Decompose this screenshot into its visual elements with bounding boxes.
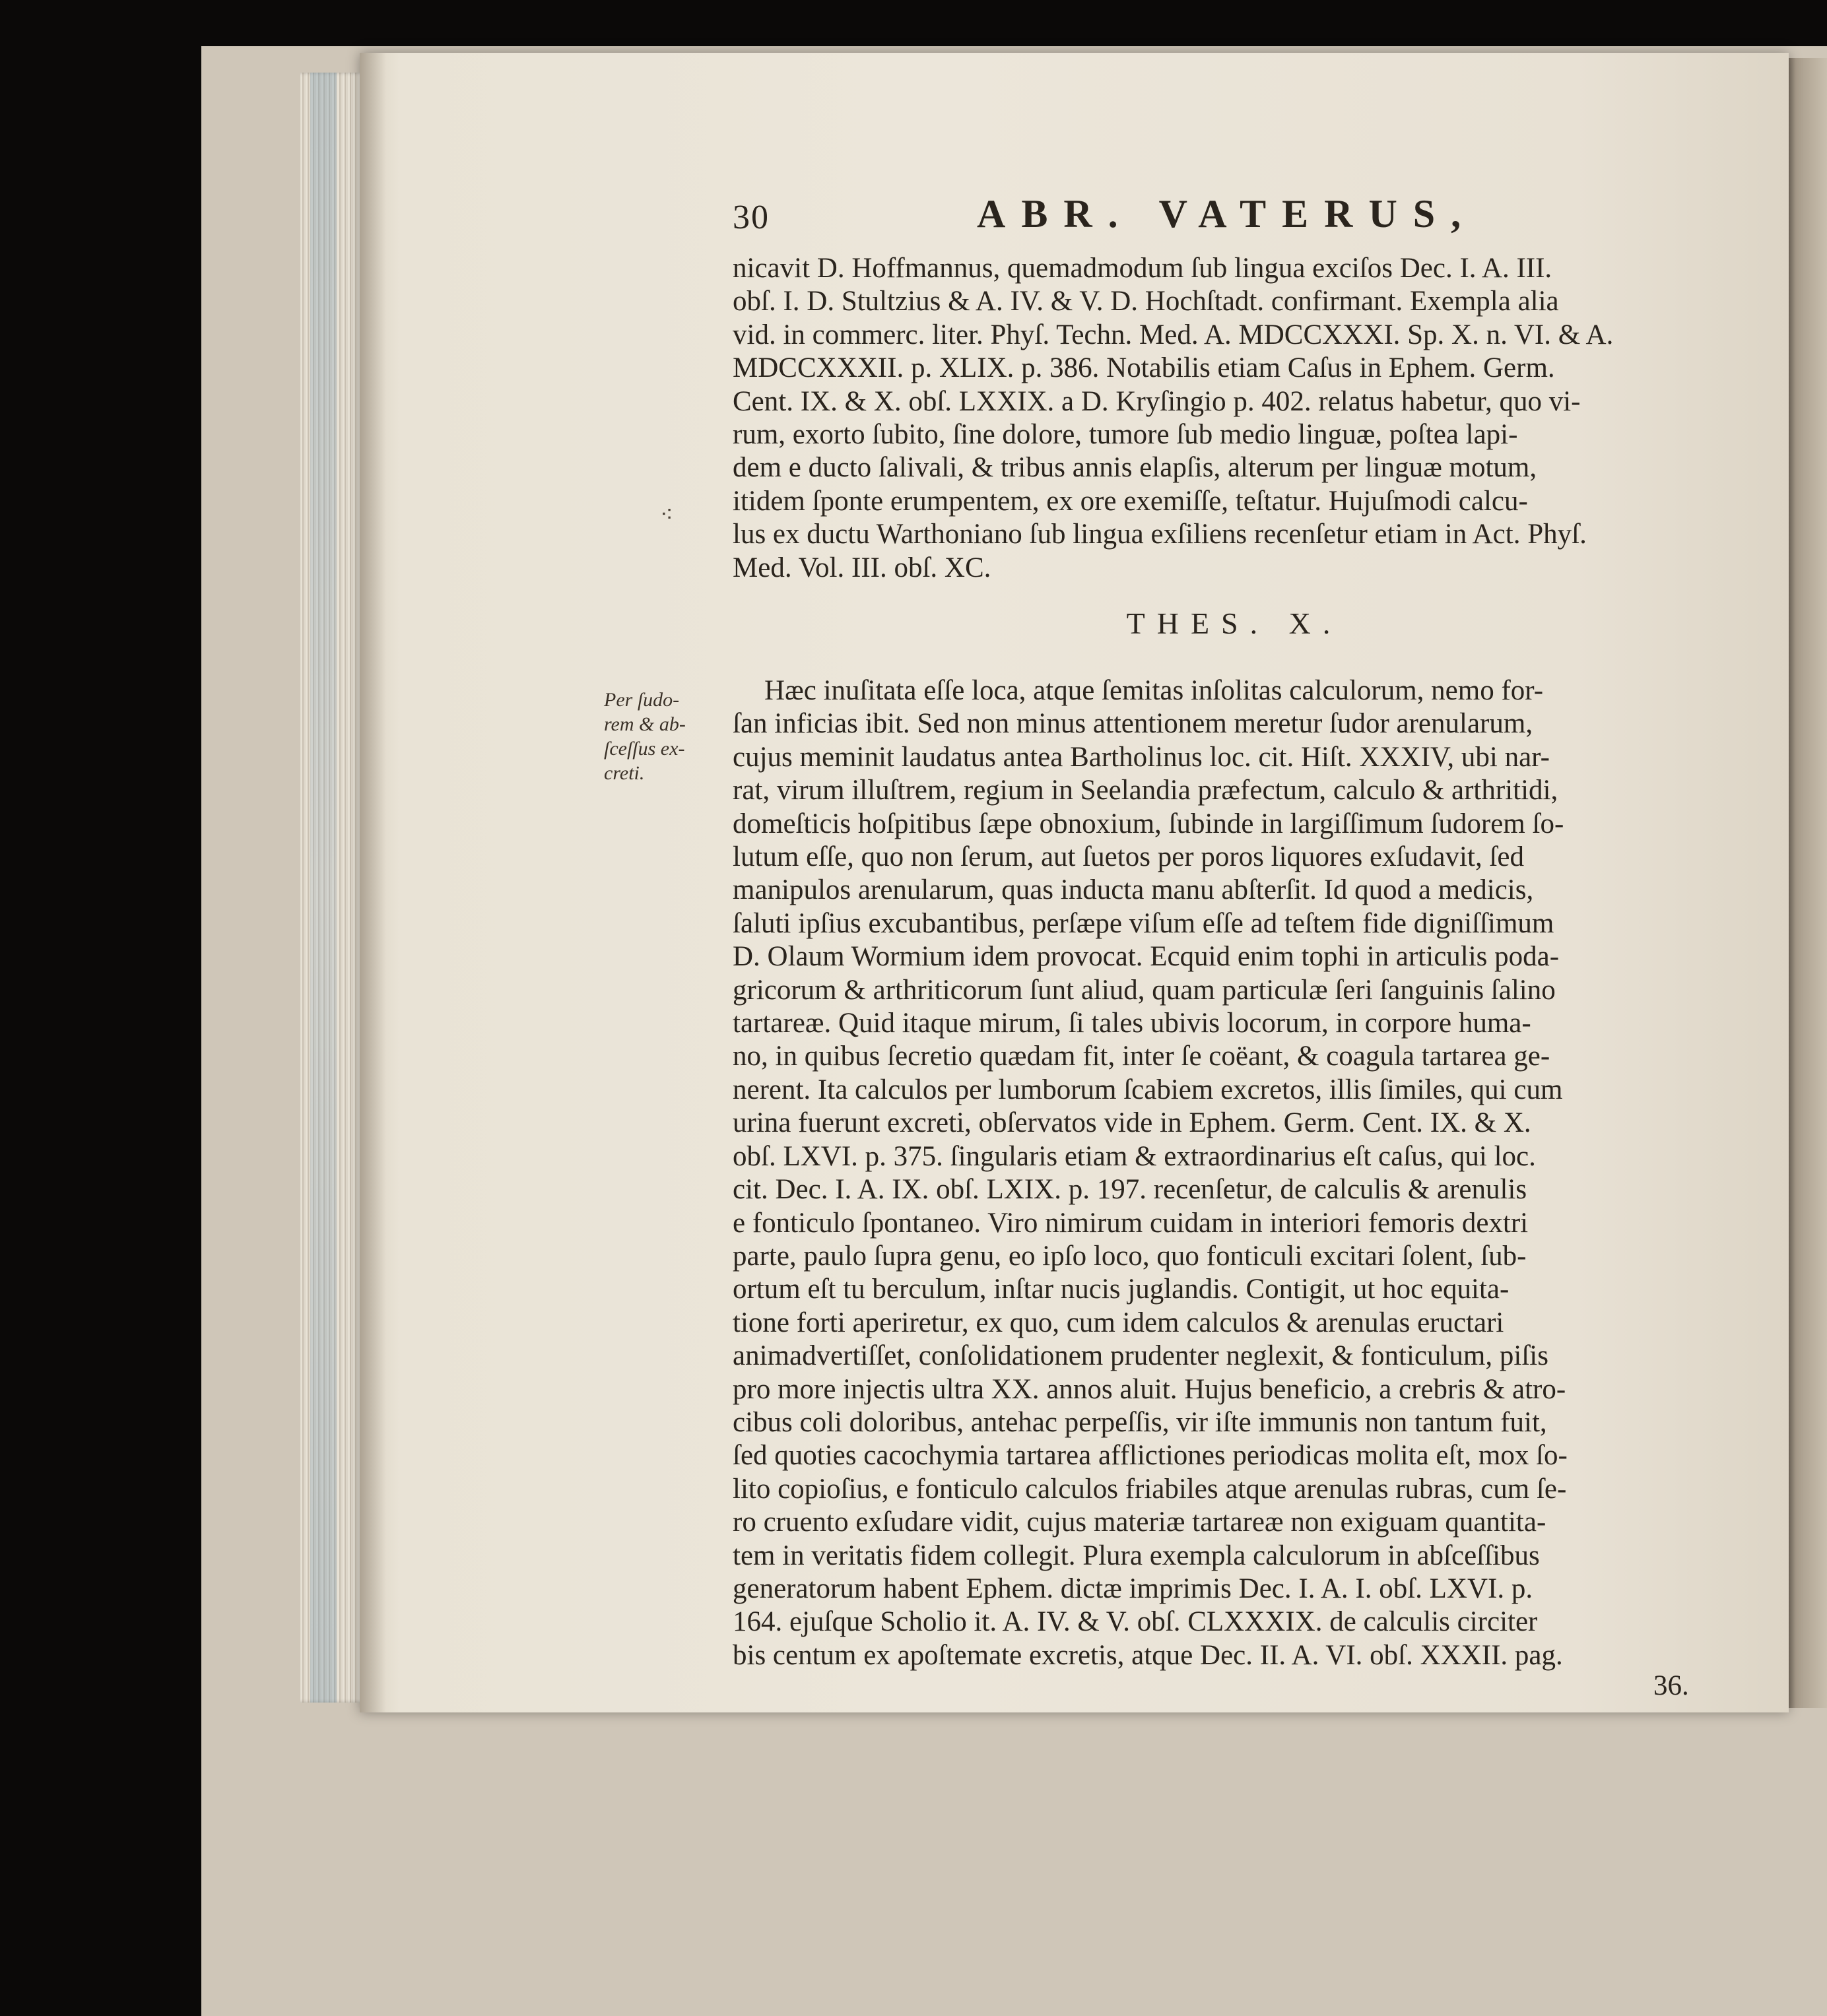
text-line: lus ex ductu Warthoniano ſub lingua exſiliens recenſetur etiam in Act. Phyſ.	[733, 519, 1587, 550]
text-line: ro cruento exſudare vidit, cujus materiæ tartareæ non exiguam quantita-	[733, 1507, 1546, 1538]
text-line: Cent. IX. & X. obſ. LXXIX. a D. Kryſingio p. 402. relatus habetur, quo vi-	[733, 385, 1581, 417]
page-edge-tint	[310, 73, 337, 1703]
gutter-shadow	[360, 53, 386, 1712]
marginal-note	[604, 688, 729, 785]
text-line: gricorum & arthriticorum ſunt aliud, quam particulæ ſeri ſanguinis ſalino	[733, 974, 1556, 1006]
text-line: cujus meminit laudatus antea Bartholinus loc. cit. Hiſt. XXXIV, ubi nar-	[733, 741, 1550, 773]
marginal-note-line: Per ſudo-	[604, 689, 680, 711]
text-line: obſ. I. D. Stultzius & A. IV. & V. D. Hochſtadt. confirmant. Exempla alia	[733, 286, 1559, 317]
ink-mark-icon: ⁖	[660, 503, 673, 527]
text-line: urina fuerunt excreti, obſervatos vide in Ephem. Germ. Cent. IX. & X.	[733, 1107, 1531, 1139]
text-line: D. Olaum Wormium idem provocat. Ecquid enim tophi in articulis poda-	[733, 941, 1560, 973]
text-line: cit. Dec. I. A. IX. obſ. LXIX. p. 197. recenſetur, de calculis & arenulis	[733, 1174, 1527, 1206]
text-line: vid. in commerc. liter. Phyſ. Techn. Med. A. MDCCXXXI. Sp. X. n. VI. & A.	[733, 319, 1614, 350]
text-line: bis centum ex apoſtemate excretis, atque Dec. II. A. VI. obſ. XXXII. pag.	[733, 1639, 1563, 1671]
text-line: ſaluti ipſius excubantibus, perſæpe viſum eſſe ad teſtem fide digniſſimum	[733, 907, 1554, 939]
text-line: dem e ducto ſalivali, & tribus annis elapſis, alterum per linguæ motum,	[733, 452, 1537, 484]
marginal-note-line: creti.	[604, 762, 645, 784]
text-line: ſed quoties cacochymia tartarea afflictiones periodicas molita eſt, mox ſo-	[733, 1440, 1568, 1472]
text-line: rat, virum illuſtrem, regium in Seelandia præfectum, calculo & arthritidi,	[733, 775, 1558, 806]
marginal-note-line: rem & ab-	[604, 713, 686, 735]
text-line: lito copioſius, e fonticulo calculos friabiles atque arenulas rubras, cum ſe-	[733, 1473, 1567, 1505]
text-line: lutum eſſe, quo non ſerum, aut ſuetos per poros liquores exſudavit, ſed	[733, 841, 1524, 873]
text-line: ortum eſt tu berculum, inſtar nucis juglandis. Contigit, ut hoc equita-	[733, 1274, 1510, 1305]
text-line: nicavit D. Hoffmannus, quemadmodum ſub lingua exciſos Dec. I. A. III.	[733, 253, 1552, 284]
page-number: 30	[733, 199, 770, 236]
text-line: Med. Vol. III. obſ. XC.	[733, 552, 991, 583]
marginal-note-line: ſceſſus ex-	[604, 738, 685, 760]
text-line: rum, exorto ſubito, ſine dolore, tumore ſub medio linguæ, poſtea lapi-	[733, 419, 1518, 451]
page-header	[733, 191, 1710, 244]
text-line: ſan inficias ibit. Sed non minus attentionem meretur ſudor arenularum,	[733, 708, 1533, 740]
text-line: MDCCXXXII. p. XLIX. p. 386. Notabilis etiam Caſus in Ephem. Germ.	[733, 352, 1555, 384]
text-line: generatorum habent Ephem. dictæ imprimis Dec. I. A. I. obſ. LXVI. p.	[733, 1573, 1533, 1604]
text-line: domeſticis hoſpitibus ſæpe obnoxium, ſubinde in largiſſimum ſudorem ſo-	[733, 808, 1564, 839]
paragraph-1	[733, 252, 1686, 585]
text-line: parte, paulo ſupra genu, eo ipſo loco, quo fonticuli excitari ſolent, ſub-	[733, 1240, 1527, 1272]
text-line: e fonticulo ſpontaneo. Viro nimirum cuidam in interiori femoris dextri	[733, 1207, 1529, 1239]
text-line: manipulos arenularum, quas inducta manu abſterſit. Id quod a medicis,	[733, 874, 1534, 906]
paragraph-2	[733, 674, 1686, 1672]
facing-page-sliver	[1782, 58, 1827, 1708]
text-line: pro more injectis ultra XX. annos aluit. Hujus beneficio, a crebris & atro-	[733, 1373, 1566, 1405]
text-line: 164. ejuſque Scholio it. A. IV. & V. obſ. CLXXXIX. de calculis circiter	[733, 1606, 1538, 1638]
text-line: Hæc inuſitata eſſe loca, atque ſemitas inſolitas calculorum, nemo for-	[764, 675, 1544, 706]
running-head: ABR. VATERUS,	[977, 192, 1477, 236]
text-line: nerent. Ita calculos per lumborum ſcabiem excretos, illis ſimiles, qui cum	[733, 1074, 1563, 1105]
text-line: tem in veritatis fidem collegit. Plura exempla calculorum in abſceſſibus	[733, 1540, 1540, 1571]
section-heading: THES. X.	[1126, 606, 1343, 640]
text-line: obſ. LXVI. p. 375. ſingularis etiam & extraordinarius eſt caſus, qui loc.	[733, 1140, 1536, 1172]
text-line: cibus coli doloribus, antehac perpeſſis, vir iſte immunis non tantum fuit,	[733, 1406, 1547, 1438]
text-line: tione forti aperiretur, ex quo, cum idem calculos & arenulas eructari	[733, 1307, 1504, 1338]
text-line: no, in quibus ſecretio quædam fit, inter ſe coëant, & coagula tartarea ge-	[733, 1041, 1550, 1072]
text-line: animadvertiſſet, conſolidationem prudenter neglexit, & fonticulum, piſis	[733, 1340, 1548, 1372]
text-line: tartareæ. Quid itaque mirum, ſi tales ubivis locorum, in corpore huma-	[733, 1008, 1531, 1039]
text-line: itidem ſponte erumpentem, ex ore exemiſſe, teſtatur. Hujuſmodi calcu-	[733, 485, 1528, 517]
catchword: 36.	[1653, 1670, 1689, 1701]
